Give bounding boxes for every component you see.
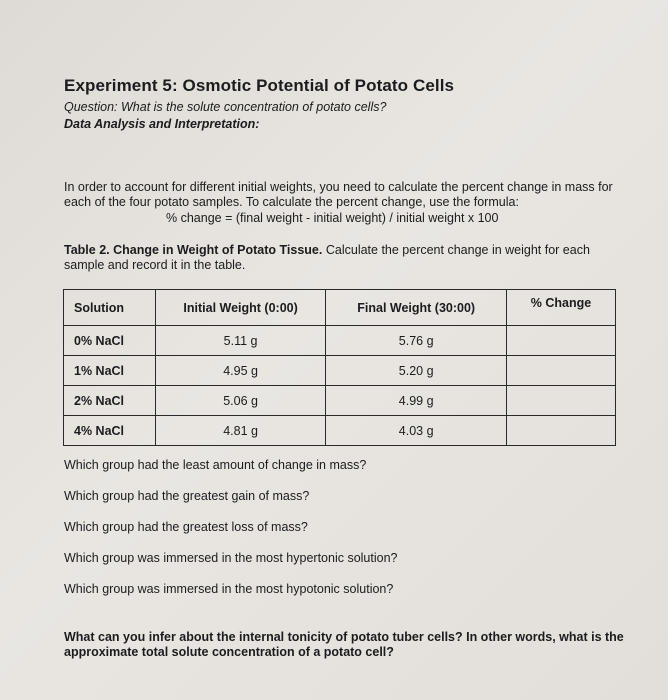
- table-row: [64, 386, 616, 416]
- header-solution: Solution: [64, 290, 156, 326]
- cell-percent-change[interactable]: [506, 416, 615, 446]
- cell-final-weight: 5.20 g: [326, 356, 507, 386]
- cell-solution: 0% NaCl: [64, 326, 156, 356]
- cell-percent-change[interactable]: [506, 386, 615, 416]
- question-text: What is the solute concentration of potato cells?: [121, 100, 387, 114]
- list-item: Which group had the greatest loss of mass?: [64, 520, 308, 534]
- header-initial-weight: Initial Weight (0:00): [155, 290, 326, 326]
- table-row: [64, 326, 616, 356]
- table-row: [64, 356, 616, 386]
- cell-initial-weight: 5.06 g: [155, 386, 326, 416]
- header-percent-change: % Change: [506, 290, 615, 326]
- page-title: Experiment 5: Osmotic Potential of Potato Cells: [64, 76, 455, 95]
- list-item: Which group was immersed in the most hypotonic solution?: [64, 582, 394, 596]
- question-label: Question:: [64, 100, 118, 114]
- table-header-row: [64, 290, 616, 326]
- cell-final-weight: 5.76 g: [326, 326, 507, 356]
- cell-solution: 2% NaCl: [64, 386, 156, 416]
- question-line: [64, 100, 386, 114]
- cell-initial-weight: 4.95 g: [155, 356, 326, 386]
- intro-paragraph: In order to account for different initial weights, you need to calculate the percent change in mass for each of the four potato samples. To calculate the percent change, use the formula:: [64, 180, 613, 209]
- cell-initial-weight: 4.81 g: [155, 416, 326, 446]
- list-item: Which group had the greatest gain of mass?: [64, 489, 310, 503]
- question-list: [64, 458, 397, 613]
- table-row: [64, 416, 616, 446]
- cell-final-weight: 4.03 g: [326, 416, 507, 446]
- table-caption-title: Table 2. Change in Weight of Potato Tissue.: [64, 243, 323, 257]
- cell-percent-change[interactable]: [506, 356, 615, 386]
- cell-solution: 1% NaCl: [64, 356, 156, 386]
- cell-percent-change[interactable]: [506, 326, 615, 356]
- analysis-heading: Data Analysis and Interpretation:: [64, 117, 260, 131]
- table-caption: [64, 243, 624, 273]
- cell-solution: 4% NaCl: [64, 416, 156, 446]
- list-item: Which group was immersed in the most hypertonic solution?: [64, 551, 398, 565]
- header-final-weight: Final Weight (30:00): [326, 290, 507, 326]
- inference-question: What can you infer about the internal tonicity of potato tuber cells? In other words, what is the approximate total solute concentration of a potato cell?: [64, 630, 624, 659]
- cell-initial-weight: 5.11 g: [155, 326, 326, 356]
- list-item: Which group had the least amount of change in mass?: [64, 458, 367, 472]
- cell-final-weight: 4.99 g: [326, 386, 507, 416]
- table-caption-text: Calculate the percent change in weight for each sample and record it in the table.: [64, 243, 590, 272]
- percent-change-formula: % change = (final weight - initial weight) / initial weight x 100: [166, 211, 499, 225]
- weight-change-table: [63, 289, 616, 446]
